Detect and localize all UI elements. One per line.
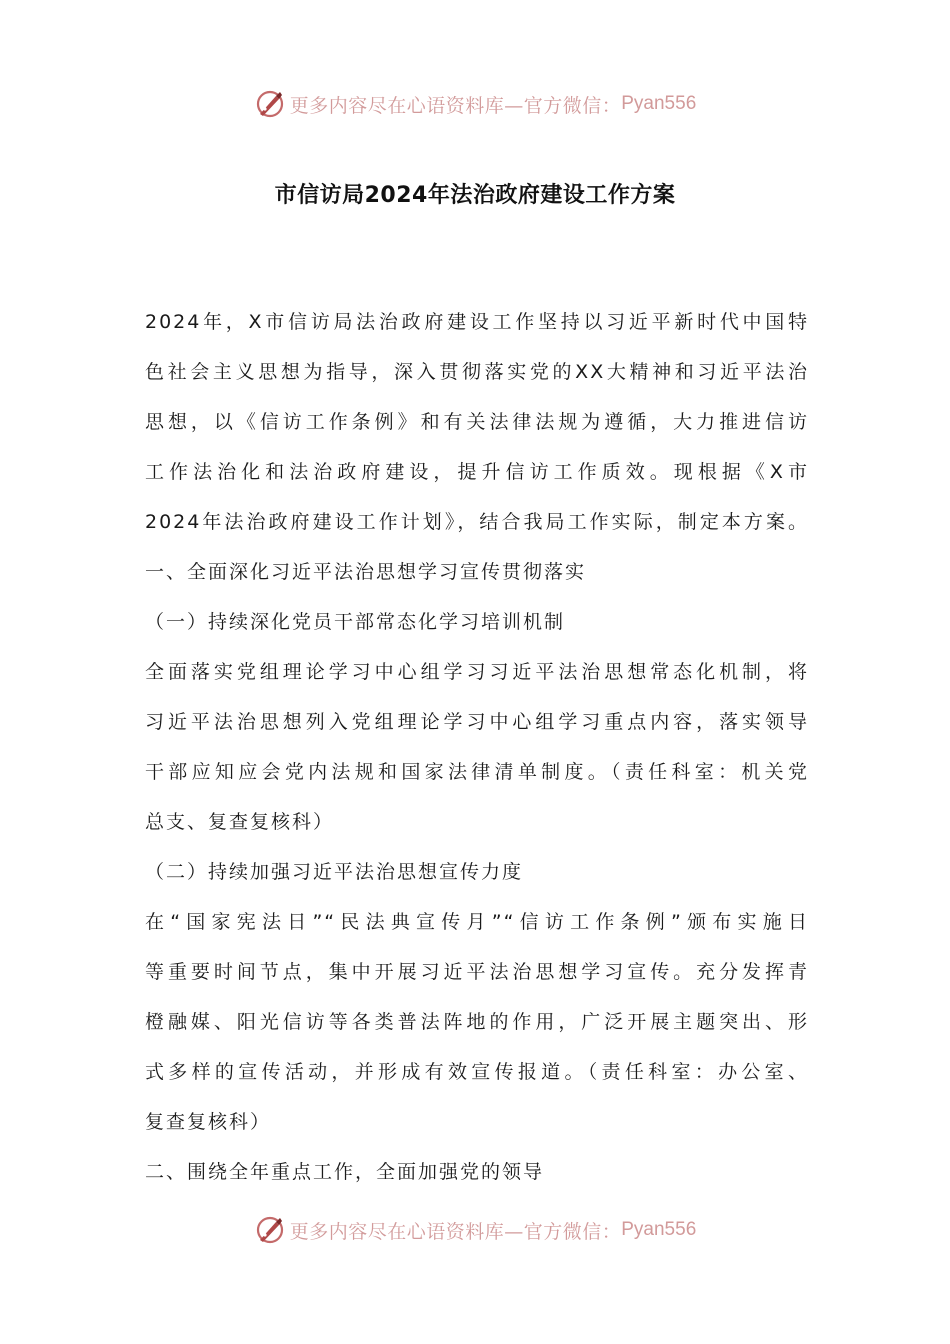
watermark-wechat-id: Pyan556 [621,93,697,114]
body-line: 总支、复查复核科） [145,811,335,833]
watermark-text: 更多内容尽在心语资料库—官方微信： [289,1220,622,1243]
watermark-text: 更多内容尽在心语资料库—官方微信： [289,94,622,117]
body-line: 橙融媒、阳光信访等各类普法阵地的作用，广泛开展主题突出、形 [145,1011,809,1033]
body-line: 干部应知应会党内法规和国家法律清单制度。（责任科室：机关党 [145,761,809,783]
body-line: 思想，以《信访工作条例》和有关法律法规为遵循，大力推进信访 [145,411,809,433]
subsection-heading-1: （一）持续深化党员干部常态化学习培训机制 [145,611,566,633]
body-line: 全面落实党组理论学习中心组学习习近平法治思想常态化机制，将 [145,661,809,683]
body-line: 2024年，X市信访局法治政府建设工作坚持以习近平新时代中国特 [145,311,809,333]
section-heading-2: 二、围绕全年重点工作，全面加强党的领导 [145,1161,545,1183]
body-line: 2024年法治政府建设工作计划》，结合我局工作实际，制定本方案。 [145,511,809,533]
body-line: 工作法治化和法治政府建设，提升信访工作质效。现根据《X市 [145,461,809,483]
section-heading-1: 一、全面深化习近平法治思想学习宣传贯彻落实 [145,561,587,583]
pen-logo-icon [254,88,286,120]
body-line: 在“国家宪法日”“民法典宣传月”“信访工作条例”颁布实施日 [145,911,809,933]
document-title: 市信访局2024年法治政府建设工作方案 [274,183,676,208]
pen-logo-icon [254,1214,286,1246]
watermark-wechat-id: Pyan556 [621,1219,697,1240]
body-line: 等重要时间节点，集中开展习近平法治思想学习宣传。充分发挥青 [145,961,809,983]
header-watermark [0,82,950,126]
document-body [145,297,809,1197]
body-line: 式多样的宣传活动，并形成有效宣传报道。（责任科室：办公室、 [145,1061,809,1083]
footer-watermark [0,1208,950,1252]
body-line: 复查复核科） [145,1111,272,1133]
body-line: 习近平法治思想列入党组理论学习中心组学习重点内容，落实领导 [145,711,809,733]
subsection-heading-2: （二）持续加强习近平法治思想宣传力度 [145,861,524,883]
body-line: 色社会主义思想为指导，深入贯彻落实党的XX大精神和习近平法治 [145,361,809,383]
